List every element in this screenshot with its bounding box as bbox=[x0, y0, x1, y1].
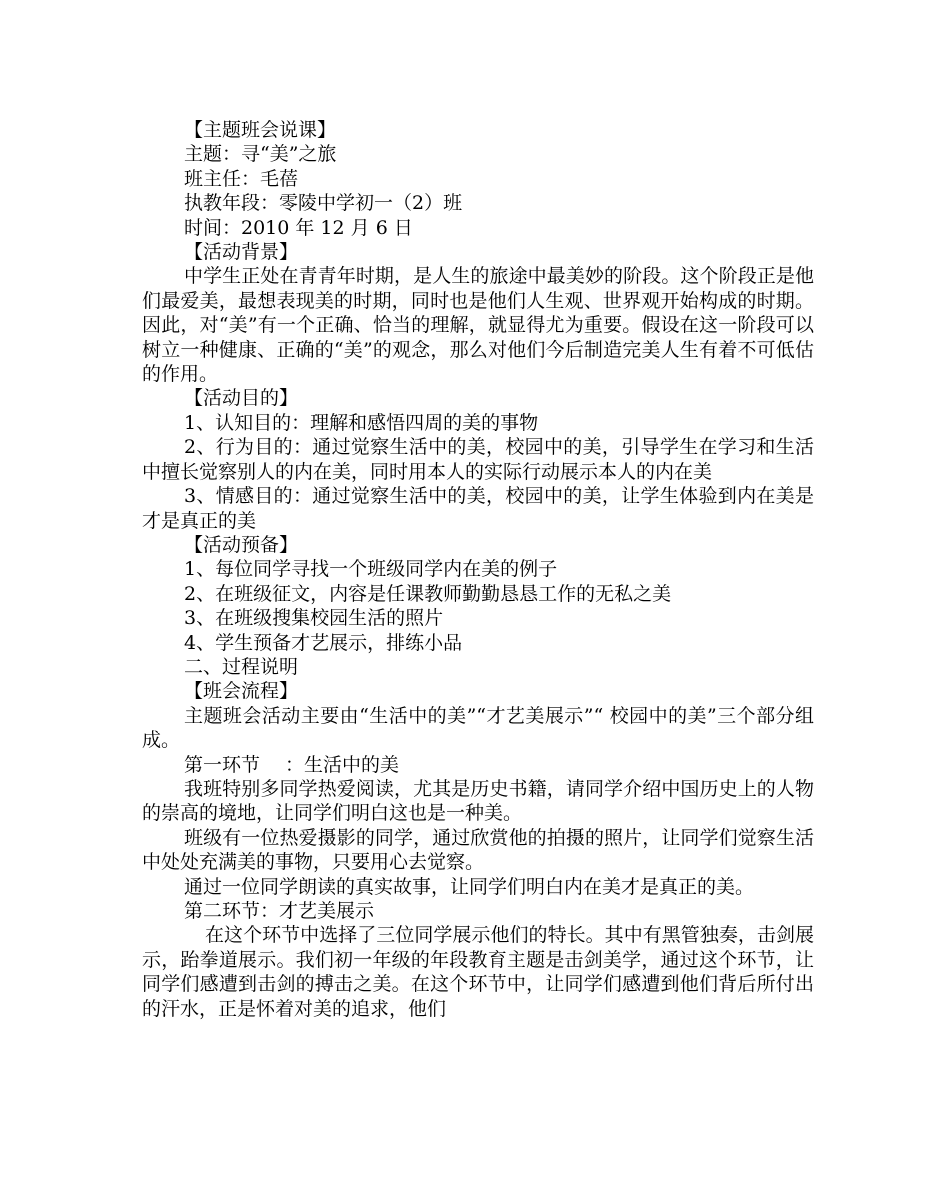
subsection-heading: 第一环节 ：生活中的美 bbox=[184, 753, 400, 776]
topic-line: 主题：寻“美”之旅 bbox=[184, 143, 337, 166]
list-item: 1、每位同学寻找一个班级同学内在美的例子 bbox=[184, 558, 558, 581]
subsection-heading: 第二环节：才艺美展示 bbox=[184, 900, 375, 922]
body-paragraph: 中学生正处在青青年时期，是人生的旅途中最美妙的阶段。这个阶段正是他们最爱美，最想表现美的时期，同时也是他们人生观、世界观开始构成的时期。因此，对“美”有一个正确、恰当的理解，就显得尤为重要。假设在这一阶段可以树立一种健康、正确的“美”的观念，那么对他们今后制造完美人生有着不可低估的作用。 bbox=[142, 265, 814, 386]
body-paragraph: 主题班会活动主要由“生活中的美”“才艺美展示”“ 校园中的美”三个部分组成。 bbox=[142, 704, 814, 752]
body-paragraph: 在这个环节中选择了三位同学展示他们的特长。其中有黑管独奏，击剑展示，跆拳道展示。我们初一年级的年段教育主题是击剑美学，通过这个环节，让同学们感遭到击剑的搏击之美。在这个环节中，让同学们感遭到他们背后所付出的汗水，正是怀着对美的追求，他们 bbox=[142, 924, 814, 1020]
body-paragraph: 班级有一位热爱摄影的同学，通过欣赏他的拍摄的照片，让同学们觉察生活中处处充满美的事物，只要用心去觉察。 bbox=[142, 826, 814, 874]
section-heading: 【活动背景】 bbox=[184, 241, 299, 264]
list-item: 1、认知目的：理解和感悟四周的美的事物 bbox=[184, 411, 539, 434]
date-line: 时间：2010 年 12 月 6 日 bbox=[184, 216, 413, 239]
section-heading: 【班会流程】 bbox=[184, 680, 299, 703]
document-body bbox=[142, 118, 814, 1021]
list-item: 4、学生预备才艺展示，排练小品 bbox=[184, 631, 463, 654]
section-heading: 【活动目的】 bbox=[184, 387, 299, 410]
list-item: 2、行为目的：通过觉察生活中的美，校园中的美，引导学生在学习和生活中擅长觉察别人的内在美，同时用本人的实际行动展示本人的内在美 bbox=[142, 436, 814, 483]
section-heading: 二、过程说明 bbox=[184, 655, 299, 678]
list-item: 3、在班级搜集校园生活的照片 bbox=[184, 607, 444, 630]
body-paragraph: 通过一位同学朗读的真实故事，让同学们明白内在美才是真正的美。 bbox=[184, 875, 755, 898]
body-paragraph: 我班特别多同学热爱阅读，尤其是历史书籍，请同学介绍中国历史上的人物的崇高的境地，让同学们明白这也是一种美。 bbox=[142, 777, 814, 825]
class-line: 执教年段：零陵中学初一（2）班 bbox=[184, 192, 463, 215]
teacher-line: 班主任：毛蓓 bbox=[184, 167, 299, 190]
list-item: 3、情感目的：通过觉察生活中的美，校园中的美，让学生体验到内在美是才是真正的美 bbox=[142, 485, 814, 532]
list-item: 2、在班级征文，内容是任课教师勤勤恳恳工作的无私之美 bbox=[184, 582, 672, 605]
section-heading: 【主题班会说课】 bbox=[184, 119, 337, 141]
section-heading: 【活动预备】 bbox=[184, 533, 299, 556]
